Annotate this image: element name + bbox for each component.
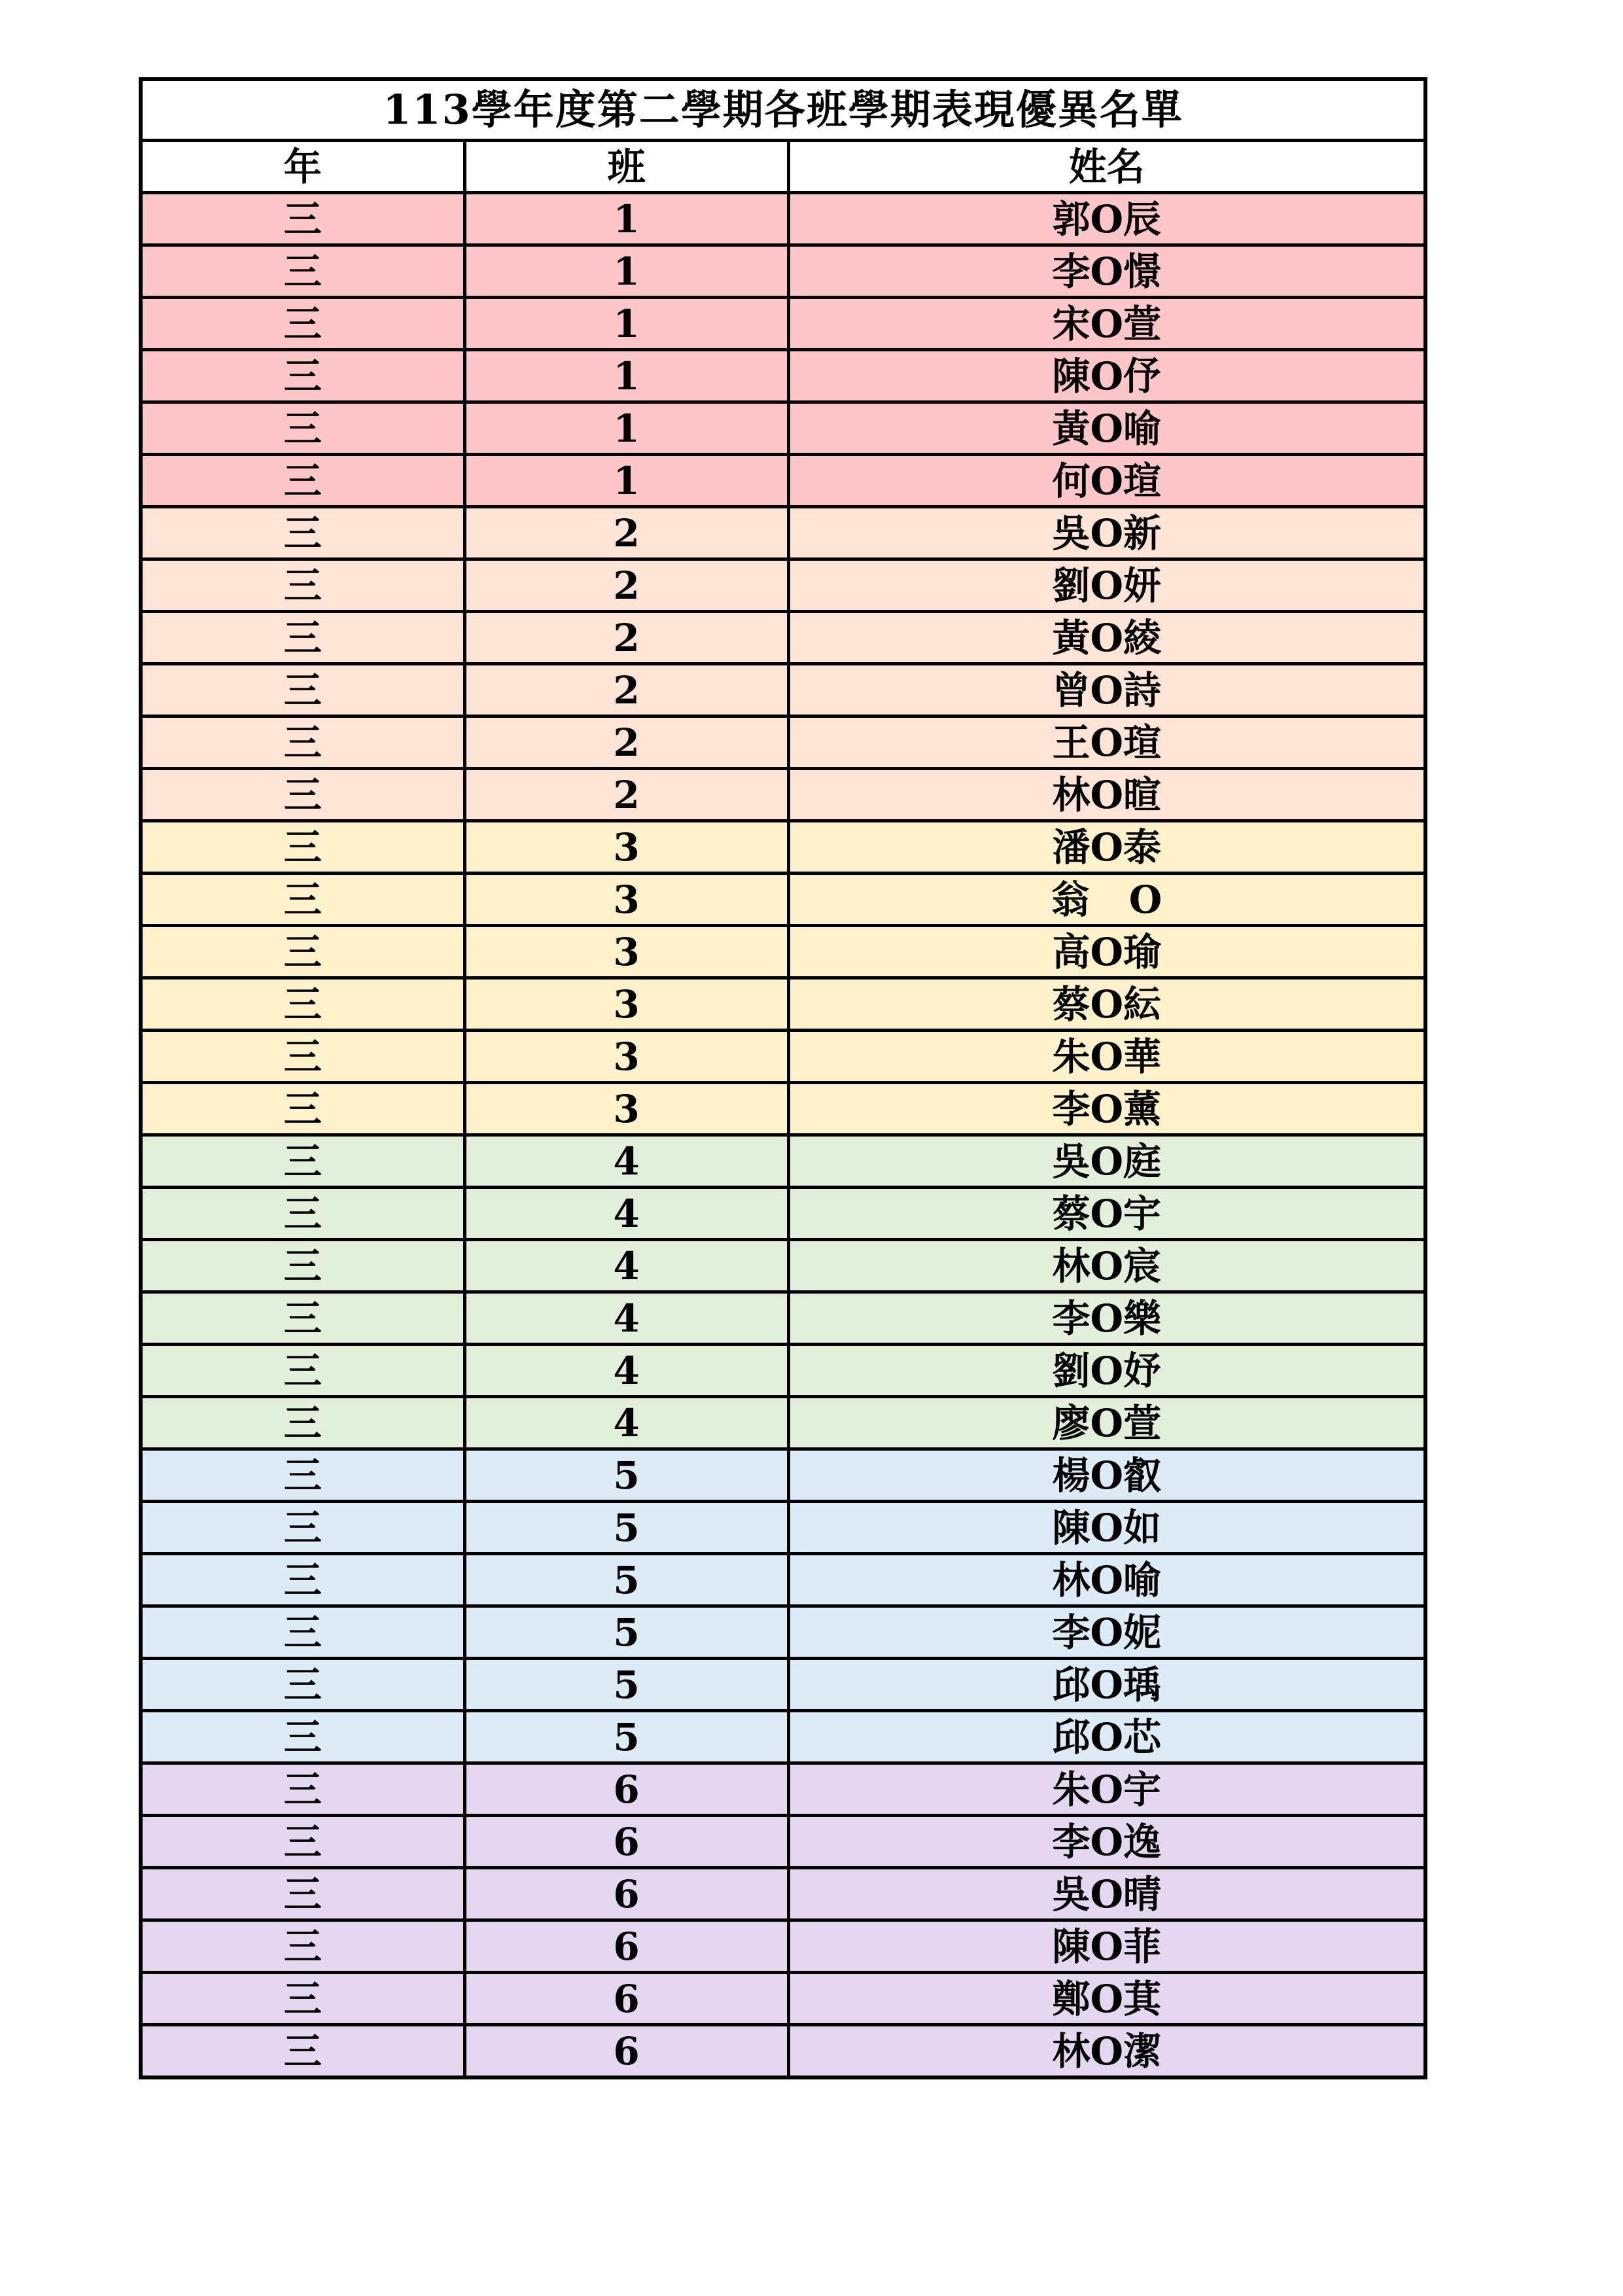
name-cell: 吳O晴 bbox=[788, 1868, 1425, 1920]
name-cell: 鄭O萁 bbox=[788, 1973, 1425, 2025]
class-cell: 4 bbox=[464, 1397, 788, 1449]
name-cell: 朱O華 bbox=[788, 1031, 1425, 1083]
grade-cell: 三 bbox=[141, 874, 464, 926]
name-cell: 曾O詩 bbox=[788, 664, 1425, 716]
grade-cell: 三 bbox=[141, 1345, 464, 1397]
table-row bbox=[141, 245, 1425, 298]
table-row bbox=[141, 1711, 1425, 1763]
table-row bbox=[141, 298, 1425, 350]
name-cell: 李O薰 bbox=[788, 1083, 1425, 1135]
name-cell: 高O瑜 bbox=[788, 926, 1425, 978]
grade-cell: 三 bbox=[141, 664, 464, 716]
name-cell: 邱O瑀 bbox=[788, 1659, 1425, 1711]
table-row bbox=[141, 507, 1425, 559]
class-cell: 1 bbox=[464, 402, 788, 455]
name-cell: 劉O妍 bbox=[788, 559, 1425, 612]
table-row bbox=[141, 1083, 1425, 1135]
name-cell: 林O宸 bbox=[788, 1240, 1425, 1292]
name-cell: 陳O伃 bbox=[788, 350, 1425, 402]
class-cell: 5 bbox=[464, 1711, 788, 1763]
table-row bbox=[141, 821, 1425, 874]
name-cell: 林O喻 bbox=[788, 1554, 1425, 1606]
table-row bbox=[141, 1292, 1425, 1345]
grade-cell: 三 bbox=[141, 1188, 464, 1240]
grade-cell: 三 bbox=[141, 926, 464, 978]
class-cell: 3 bbox=[464, 978, 788, 1031]
grade-cell: 三 bbox=[141, 1606, 464, 1659]
class-cell: 3 bbox=[464, 1031, 788, 1083]
class-cell: 6 bbox=[464, 1868, 788, 1920]
class-cell: 5 bbox=[464, 1449, 788, 1502]
name-cell: 宋O萱 bbox=[788, 298, 1425, 350]
name-cell: 翁 O bbox=[788, 874, 1425, 926]
class-cell: 5 bbox=[464, 1554, 788, 1606]
table-body bbox=[141, 193, 1425, 2078]
table-row bbox=[141, 1502, 1425, 1554]
name-cell: 廖O萱 bbox=[788, 1397, 1425, 1449]
class-cell: 4 bbox=[464, 1188, 788, 1240]
grade-cell: 三 bbox=[141, 1397, 464, 1449]
name-cell: 李O憬 bbox=[788, 245, 1425, 298]
table-row bbox=[141, 2025, 1425, 2078]
grade-cell: 三 bbox=[141, 1920, 464, 1973]
grade-cell: 三 bbox=[141, 1711, 464, 1763]
name-column-header: 姓名 bbox=[788, 141, 1425, 193]
name-cell: 陳O菲 bbox=[788, 1920, 1425, 1973]
grade-cell: 三 bbox=[141, 193, 464, 245]
class-cell: 4 bbox=[464, 1135, 788, 1188]
grade-cell: 三 bbox=[141, 298, 464, 350]
table-row bbox=[141, 1606, 1425, 1659]
name-cell: 楊O叡 bbox=[788, 1449, 1425, 1502]
name-cell: 邱O芯 bbox=[788, 1711, 1425, 1763]
class-cell: 3 bbox=[464, 821, 788, 874]
class-cell: 1 bbox=[464, 455, 788, 507]
table-row bbox=[141, 978, 1425, 1031]
class-cell: 6 bbox=[464, 2025, 788, 2078]
page-title: 113學年度第二學期各班學期表現優異名單 bbox=[141, 79, 1425, 141]
grade-cell: 三 bbox=[141, 1292, 464, 1345]
grade-cell: 三 bbox=[141, 1659, 464, 1711]
grade-cell: 三 bbox=[141, 1868, 464, 1920]
table-row bbox=[141, 874, 1425, 926]
table-row bbox=[141, 1973, 1425, 2025]
grade-cell: 三 bbox=[141, 1554, 464, 1606]
table-row bbox=[141, 769, 1425, 821]
class-cell: 2 bbox=[464, 664, 788, 716]
grade-cell: 三 bbox=[141, 1502, 464, 1554]
grade-column-header: 年 bbox=[141, 141, 464, 193]
table-row bbox=[141, 1031, 1425, 1083]
table-row bbox=[141, 1188, 1425, 1240]
class-cell: 5 bbox=[464, 1606, 788, 1659]
name-cell: 林O潔 bbox=[788, 2025, 1425, 2078]
class-cell: 4 bbox=[464, 1292, 788, 1345]
table-row bbox=[141, 926, 1425, 978]
class-cell: 1 bbox=[464, 245, 788, 298]
header-row bbox=[141, 141, 1425, 193]
name-cell: 林O暄 bbox=[788, 769, 1425, 821]
name-cell: 李O逸 bbox=[788, 1816, 1425, 1868]
grade-cell: 三 bbox=[141, 455, 464, 507]
name-cell: 潘O泰 bbox=[788, 821, 1425, 874]
grade-cell: 三 bbox=[141, 402, 464, 455]
class-cell: 4 bbox=[464, 1240, 788, 1292]
table-row bbox=[141, 455, 1425, 507]
table-row bbox=[141, 1763, 1425, 1816]
name-cell: 陳O如 bbox=[788, 1502, 1425, 1554]
name-cell: 黃O喻 bbox=[788, 402, 1425, 455]
grade-cell: 三 bbox=[141, 2025, 464, 2078]
grade-cell: 三 bbox=[141, 1240, 464, 1292]
class-cell: 6 bbox=[464, 1763, 788, 1816]
grade-cell: 三 bbox=[141, 716, 464, 769]
grade-cell: 三 bbox=[141, 1816, 464, 1868]
table-row bbox=[141, 1868, 1425, 1920]
name-cell: 蔡O紜 bbox=[788, 978, 1425, 1031]
class-cell: 4 bbox=[464, 1345, 788, 1397]
grade-cell: 三 bbox=[141, 1135, 464, 1188]
class-cell: 1 bbox=[464, 298, 788, 350]
name-cell: 李O妮 bbox=[788, 1606, 1425, 1659]
grade-cell: 三 bbox=[141, 769, 464, 821]
grade-cell: 三 bbox=[141, 1083, 464, 1135]
table-row bbox=[141, 664, 1425, 716]
name-cell: 朱O宇 bbox=[788, 1763, 1425, 1816]
class-cell: 6 bbox=[464, 1973, 788, 2025]
name-cell: 蔡O宇 bbox=[788, 1188, 1425, 1240]
grade-cell: 三 bbox=[141, 350, 464, 402]
class-cell: 1 bbox=[464, 193, 788, 245]
table-row bbox=[141, 1659, 1425, 1711]
class-cell: 6 bbox=[464, 1920, 788, 1973]
name-cell: 吳O庭 bbox=[788, 1135, 1425, 1188]
table-row bbox=[141, 1345, 1425, 1397]
class-cell: 5 bbox=[464, 1659, 788, 1711]
table-row bbox=[141, 193, 1425, 245]
grade-cell: 三 bbox=[141, 821, 464, 874]
class-cell: 2 bbox=[464, 716, 788, 769]
class-cell: 3 bbox=[464, 874, 788, 926]
grade-cell: 三 bbox=[141, 1763, 464, 1816]
name-cell: 黃O綾 bbox=[788, 612, 1425, 664]
grade-cell: 三 bbox=[141, 559, 464, 612]
table-row bbox=[141, 559, 1425, 612]
grade-cell: 三 bbox=[141, 245, 464, 298]
table-row bbox=[141, 1397, 1425, 1449]
grade-cell: 三 bbox=[141, 507, 464, 559]
class-cell: 5 bbox=[464, 1502, 788, 1554]
name-cell: 王O瑄 bbox=[788, 716, 1425, 769]
grade-cell: 三 bbox=[141, 1973, 464, 2025]
class-cell: 3 bbox=[464, 926, 788, 978]
name-cell: 何O瑄 bbox=[788, 455, 1425, 507]
class-cell: 6 bbox=[464, 1816, 788, 1868]
table-row bbox=[141, 716, 1425, 769]
class-cell: 2 bbox=[464, 559, 788, 612]
table-row bbox=[141, 1816, 1425, 1868]
name-cell: 郭O辰 bbox=[788, 193, 1425, 245]
name-cell: 吳O新 bbox=[788, 507, 1425, 559]
table-row bbox=[141, 612, 1425, 664]
name-cell: 李O樂 bbox=[788, 1292, 1425, 1345]
table-row bbox=[141, 1449, 1425, 1502]
grade-cell: 三 bbox=[141, 1449, 464, 1502]
table-row bbox=[141, 1135, 1425, 1188]
honor-roll-table bbox=[139, 77, 1427, 2079]
class-cell: 1 bbox=[464, 350, 788, 402]
grade-cell: 三 bbox=[141, 612, 464, 664]
table-row bbox=[141, 1554, 1425, 1606]
table-row bbox=[141, 402, 1425, 455]
name-cell: 劉O妤 bbox=[788, 1345, 1425, 1397]
class-column-header: 班 bbox=[464, 141, 788, 193]
class-cell: 3 bbox=[464, 1083, 788, 1135]
class-cell: 2 bbox=[464, 612, 788, 664]
grade-cell: 三 bbox=[141, 1031, 464, 1083]
table-row bbox=[141, 350, 1425, 402]
grade-cell: 三 bbox=[141, 978, 464, 1031]
class-cell: 2 bbox=[464, 769, 788, 821]
title-row bbox=[141, 79, 1425, 141]
class-cell: 2 bbox=[464, 507, 788, 559]
table-row bbox=[141, 1920, 1425, 1973]
table-row bbox=[141, 1240, 1425, 1292]
